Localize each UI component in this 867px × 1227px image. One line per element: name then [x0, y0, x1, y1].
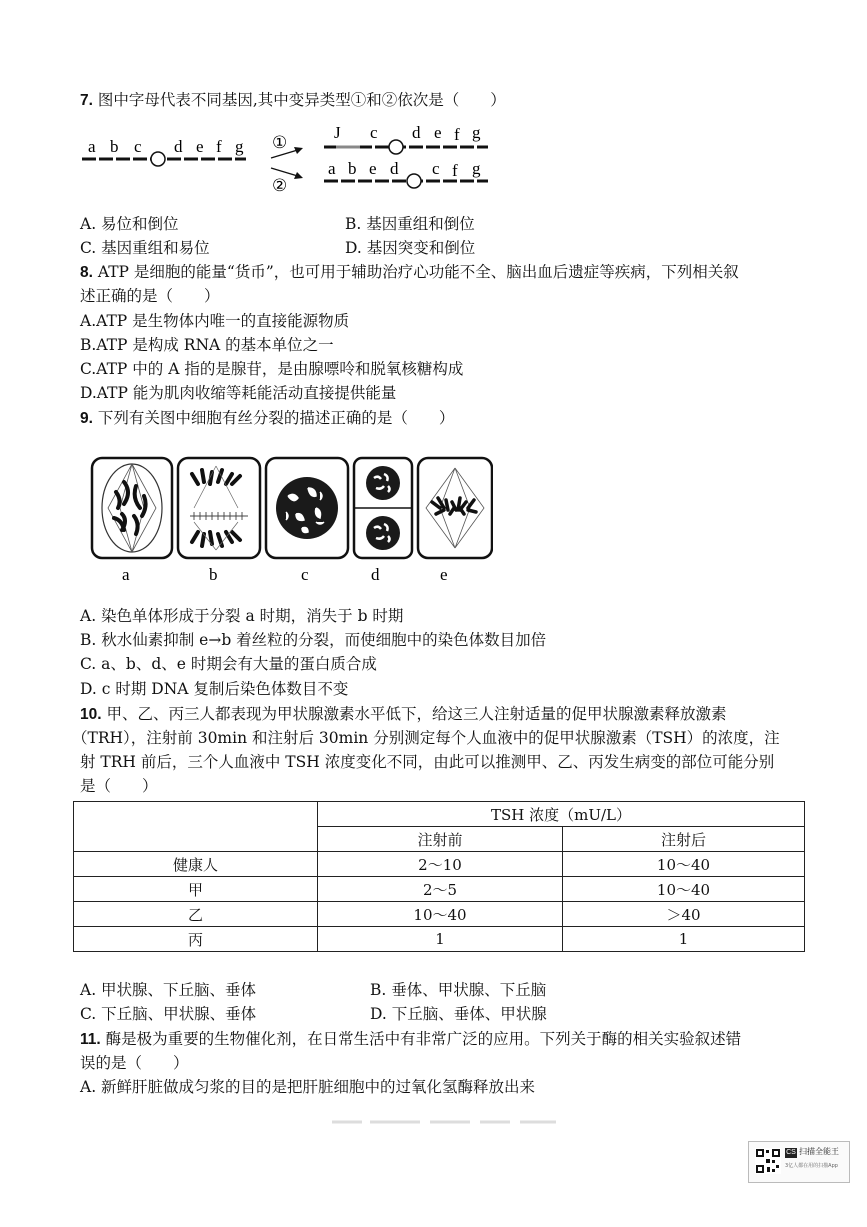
q7-option-b: B. 基因重组和倒位 [345, 215, 475, 233]
mitosis-cells-figure [88, 452, 493, 592]
gene-label: g [472, 123, 481, 142]
q10-option-a: A. 甲状腺、下丘脑、垂体 [80, 981, 257, 999]
q10-option-d: D. 下丘脑、垂体、甲状腺 [370, 1005, 547, 1023]
gene-label: e [369, 159, 377, 178]
cell-label-e: e [440, 565, 448, 584]
table-row [74, 802, 805, 827]
q9-number: 9. [80, 410, 93, 427]
cell-a [92, 458, 172, 558]
q10-number: 10. [80, 706, 102, 723]
q10-stem-1: 甲、乙、丙三人都表现为甲状腺激素水平低下，给这三人注射适量的促甲状腺激素释放激素 [106, 705, 727, 723]
q8-option-c: C.ATP 中的 A 指的是腺苷，是由腺嘌呤和脱氧核糖构成 [80, 360, 464, 378]
centromere [389, 140, 403, 154]
row-after: 10～40 [563, 852, 805, 877]
cs-logo: CS [786, 1149, 796, 1156]
gene-label: d [412, 123, 421, 142]
gene-label: f [452, 161, 458, 180]
q10-stem-3: 射 TRH 前后，三个人血液中 TSH 浓度变化不同，由此可以推测甲、乙、丙发生病变的部位可能分别 [80, 753, 775, 771]
q9-option-d: D. c 时期 DNA 复制后染色体数目不变 [80, 680, 349, 698]
gene-label: c [432, 159, 440, 178]
q10-stem-4: 是（ ） [80, 777, 158, 795]
table-header-after: 注射后 [563, 827, 805, 852]
q7-stem-line [80, 89, 506, 112]
q11-stem-line-1 [80, 1028, 741, 1051]
gene-label: f [454, 125, 460, 144]
q11-stem-2: 误的是（ ） [80, 1054, 189, 1072]
row-before: 10～40 [318, 902, 563, 927]
gene-label: e [434, 123, 442, 142]
q7-option-c: C. 基因重组和易位 [80, 239, 210, 257]
q10-option-c: C. 下丘脑、甲状腺、垂体 [80, 1005, 257, 1023]
row-before: 2～5 [318, 877, 563, 902]
original-chromosome [82, 137, 246, 166]
gene-label: g [472, 159, 481, 178]
qr-code-icon [755, 1148, 781, 1174]
q7-stem: 图中字母代表不同基因,其中变异类型①和②依次是（ ） [97, 91, 506, 109]
cells-svg [88, 452, 493, 592]
q8-stem-1: ATP 是细胞的能量“货币”，也可用于辅助治疗心功能不全、脑出血后遗症等疾病，下列相关叙 [97, 263, 739, 281]
gene-label: d [174, 137, 183, 156]
gene-label: a [328, 159, 336, 178]
row-name: 健康人 [74, 852, 318, 877]
gene-label: b [110, 137, 119, 156]
q7-option-a: A. 易位和倒位 [80, 215, 179, 233]
cell-label-d: d [371, 565, 380, 584]
q10-option-b: B. 垂体、甲状腺、下丘脑 [370, 981, 547, 999]
row-name: 甲 [74, 877, 318, 902]
scanner-watermark [748, 1141, 850, 1183]
bleed-through-marks [330, 1118, 560, 1126]
q8-stem-line-1 [80, 261, 739, 284]
row-after: 10～40 [563, 877, 805, 902]
q8-option-b: B.ATP 是构成 RNA 的基本单位之一 [80, 336, 334, 354]
gene-label: e [196, 137, 204, 156]
q8-number: 8. [80, 264, 93, 281]
gene-label: a [88, 137, 96, 156]
q7-option-d: D. 基因突变和倒位 [345, 239, 476, 257]
q9-option-c: C. a、b、d、e 时期会有大量的蛋白质合成 [80, 655, 377, 673]
cell-b [178, 458, 260, 558]
cell-label-c: c [301, 565, 309, 584]
row-before: 1 [318, 927, 563, 952]
table-row [74, 877, 805, 902]
table-row [74, 902, 805, 927]
q11-option-a: A. 新鲜肝脏做成匀浆的目的是把肝脏细胞中的过氧化氢酶释放出来 [80, 1078, 536, 1096]
q8-stem-2: 述正确的是（ ） [80, 287, 220, 305]
q9-option-a: A. 染色单体形成于分裂 a 时期，消失于 b 时期 [80, 607, 404, 625]
row-after: ＞40 [563, 902, 805, 927]
gene-label: d [390, 159, 399, 178]
table-header-tsh: TSH 浓度（mU/L） [318, 802, 805, 827]
gene-diagram-svg [78, 118, 508, 196]
arrows [271, 133, 303, 195]
gene-label: c [370, 123, 378, 142]
q11-stem-1: 酶是极为重要的生物催化剂，在日常生活中有非常广泛的应用。下列关于酶的相关实验叙述错 [105, 1030, 742, 1048]
table-header-before: 注射前 [318, 827, 563, 852]
tsh-table [73, 801, 805, 952]
gene-label: c [134, 137, 142, 156]
q7-gene-diagram [78, 118, 508, 196]
marker-1: ① [272, 133, 288, 152]
q7-number: 7. [80, 92, 93, 109]
centromere [407, 174, 421, 188]
gene-label: g [235, 137, 244, 156]
cell-label-a: a [122, 565, 130, 584]
row-before: 2～10 [318, 852, 563, 877]
row-after: 1 [563, 927, 805, 952]
cell-e [418, 458, 492, 558]
row-name: 丙 [74, 927, 318, 952]
table-row [74, 852, 805, 877]
q9-option-b: B. 秋水仙素抑制 e→b 着丝粒的分裂，而使细胞中的染色体数目加倍 [80, 631, 547, 649]
q8-option-d: D.ATP 能为肌肉收缩等耗能活动直接提供能量 [80, 384, 397, 402]
marker-2: ② [272, 176, 288, 195]
q11-number: 11. [80, 1031, 101, 1048]
gene-label: f [216, 137, 222, 156]
q10-stem-line-1 [80, 703, 727, 726]
cell-label-b: b [209, 565, 218, 584]
gene-label: J [334, 123, 341, 142]
badge-subtitle: 3亿人都在用的扫描App [785, 1163, 838, 1169]
table-row [74, 927, 805, 952]
q8-option-a: A.ATP 是生物体内唯一的直接能源物质 [80, 312, 350, 330]
cell-c [266, 458, 348, 558]
badge-title: 扫描全能王 [799, 1147, 839, 1156]
q9-stem-line [80, 407, 454, 430]
table-corner-cell [74, 802, 318, 852]
q9-stem: 下列有关图中细胞有丝分裂的描述正确的是（ ） [97, 409, 455, 427]
row-name: 乙 [74, 902, 318, 927]
centromere [151, 152, 165, 166]
result-chromosome-1 [324, 123, 488, 154]
result-chromosome-2 [324, 159, 488, 188]
q10-stem-2: （TRH），注射前 30min 和注射后 30min 分别测定每个人血液中的促甲状腺激素（TSH）的浓度，注 [72, 729, 780, 747]
gene-label: b [348, 159, 357, 178]
cell-d [354, 458, 412, 558]
